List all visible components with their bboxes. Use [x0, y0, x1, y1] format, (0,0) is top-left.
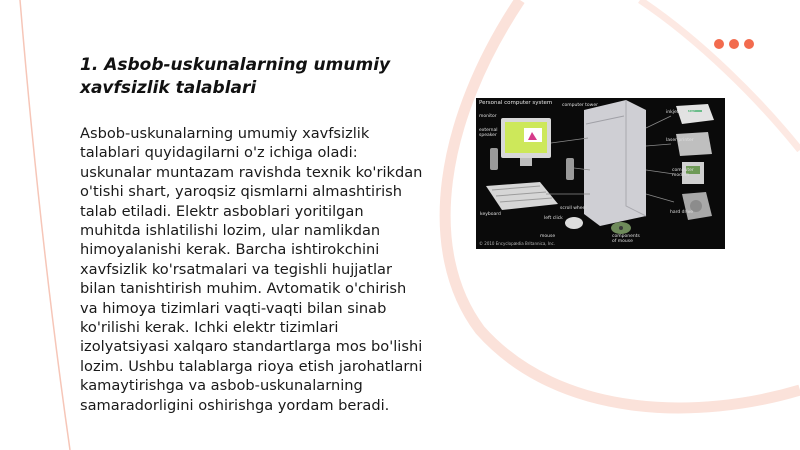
- slide-body-text: Asbob-uskunalarning umumiy xavfsizlik talablari quyidagilarni o'z ichiga oladi: uskunalar muntazam ravishda texnik ko'rikdan o'tishi shart, yaroqsiz qismlarni almashtirish talab etiladi. Elektr asboblari yoritilgan muhitda ishlatilishi lozim, ular namlikdan himoyalanishi kerak. Barcha ishtirokchini xavfsizlik ko'rsatmalari va tegishli hujjatlar bilan tanishtirish muhim. Avtomatik o'chirish va himoya tizimlari vaqti-vaqti bilan sinab ko'rilishi kerak. Ichki elektr tizimlari izolyatsiyasi xalqaro standartlarga mos bo'lishi lozim. Ushbu talablarga rioya etish jarohatlarni kamaytirishga va asbob-uskunalarning samaradorligini oshirishga yordam beradi.: [80, 125, 423, 414]
- computer-system-figure: [476, 98, 725, 249]
- figure-label-tower: computer tower: [562, 103, 598, 108]
- figure-label-components: components of mouse: [612, 234, 640, 244]
- figure-title: Personal computer system: [479, 100, 553, 106]
- slide-title: 1. Asbob-uskunalarning umumiy xavfsizlik talablari: [80, 55, 391, 98]
- figure-label-keyboard: keyboard: [480, 212, 501, 217]
- figure-label-modem: computer modem: [672, 168, 694, 178]
- figure-copyright: © 2010 Encyclopædia Britannica, Inc.: [479, 241, 556, 246]
- figure-label-disk: hard drive: [670, 210, 694, 215]
- dot-icon: [714, 39, 724, 49]
- dot-icon: [744, 39, 754, 49]
- figure-label-monitor: monitor: [479, 114, 497, 119]
- dot-icon: [729, 39, 739, 49]
- figure-label-inkjet: inkjet printer: [666, 110, 696, 115]
- figure-label-left-click: left click: [544, 216, 563, 221]
- figure-label-speaker: external speaker: [479, 128, 498, 138]
- figure-label-mouse: mouse: [540, 234, 556, 239]
- figure-label-laser: laser printer: [666, 138, 694, 143]
- dots-decoration: [714, 39, 754, 49]
- figure-label-scroll-wheel: scroll wheel: [560, 206, 587, 211]
